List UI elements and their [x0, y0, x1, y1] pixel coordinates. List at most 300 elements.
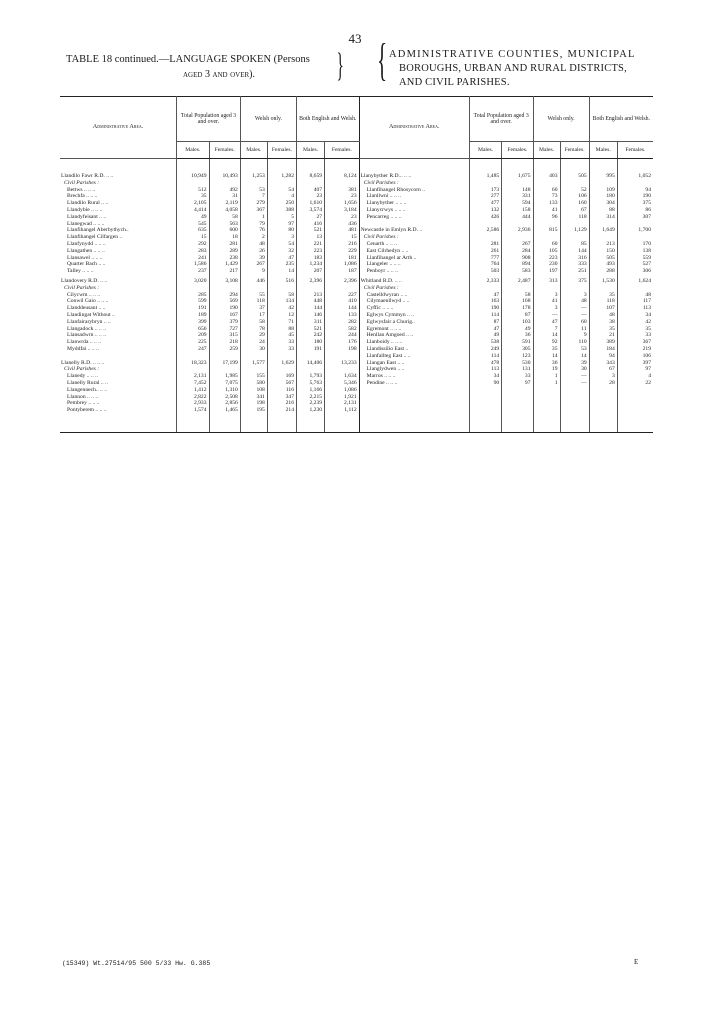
value-cell: 223: [297, 248, 325, 255]
value-cell: 190: [469, 305, 501, 312]
spacer-cell: [589, 414, 617, 433]
value-cell: 180: [589, 193, 617, 200]
area-name: Bettws .. .. ..: [60, 187, 177, 194]
area-name: Llanfallteg East .. ..: [359, 353, 469, 360]
header-area-left: Administrative Area.: [60, 97, 177, 159]
value-cell: 36: [533, 360, 560, 367]
value-cell: 168: [502, 298, 533, 305]
value-cell: 49: [502, 326, 533, 333]
value-cell: 1: [533, 380, 560, 387]
value-cell: 39: [560, 360, 589, 367]
value-cell: 170: [642, 241, 651, 248]
value-cell: 67: [560, 207, 589, 214]
value-cell: 567: [267, 380, 296, 387]
value-cell: 29: [240, 332, 267, 339]
value-cell: 36: [502, 332, 533, 339]
value-cell: [469, 387, 501, 394]
value-cell: 289: [209, 248, 240, 255]
value-cell: [469, 394, 501, 401]
value-cell: 94: [645, 186, 651, 193]
value-cell: [589, 400, 617, 407]
value-cell: 3,108: [209, 278, 240, 285]
value-cell: 388: [267, 207, 296, 214]
area-name: Llannon .. .. ..: [60, 394, 177, 401]
spacer-cell: [209, 414, 240, 433]
value-cell: [533, 221, 560, 228]
area-name: Talley .. .. ..: [60, 268, 177, 275]
value-cell: 26: [240, 248, 267, 255]
value-cell: 190: [209, 305, 240, 312]
value-cell: 341: [240, 394, 267, 401]
value-cell: 416: [297, 221, 325, 228]
value-cell: 410: [325, 298, 360, 305]
value-cell: 14,406: [297, 360, 325, 367]
value-cell: 343: [589, 360, 617, 367]
spacer-cell: [533, 159, 560, 174]
area-name: Llanllwni .. .. ..: [359, 193, 469, 200]
value-cell: 1,793: [297, 373, 325, 380]
area-name: Egremont .. .. ..: [359, 326, 469, 333]
value-cell: [560, 407, 589, 414]
value-cell: 656: [177, 326, 209, 333]
spacer-cell: [60, 414, 177, 433]
value-cell: 1,166: [297, 387, 325, 394]
area-name: Civil Parishes :: [60, 180, 177, 187]
value-cell: 283: [177, 248, 209, 255]
value-cell: 908: [502, 255, 533, 262]
table-row: [60, 207, 653, 214]
value-cell: [589, 234, 617, 241]
area-name: Llandilo Rural .. ..: [60, 200, 177, 207]
value-cell: [502, 180, 533, 187]
value-cell: 267: [502, 241, 533, 248]
area-name: Myddfai .. .. ..: [60, 346, 177, 353]
table-row: [60, 360, 653, 367]
value-cell: [589, 285, 617, 292]
value-cell: 288: [589, 268, 617, 275]
value-cell: 163: [469, 298, 501, 305]
value-cell: [560, 221, 589, 228]
value-cell: 58: [502, 292, 533, 299]
value-cell: 60: [560, 319, 589, 326]
table-row: [60, 180, 653, 187]
value-cell: 21: [589, 332, 617, 339]
value-cell: 60: [533, 187, 560, 194]
table-row: [60, 159, 653, 174]
value-cell: 14: [267, 268, 296, 275]
spacer-cell: [533, 414, 560, 433]
value-cell: [617, 180, 653, 187]
value-cell: 311: [297, 319, 325, 326]
signature-mark: E: [634, 958, 639, 966]
header-total-left: Total Population aged 3 and over.: [177, 97, 241, 142]
table-row: [60, 241, 653, 248]
area-name: Whitland R.D. .. ..: [359, 278, 469, 285]
header-area-right: Administrative Area.: [359, 97, 469, 159]
value-cell: 109: [589, 187, 617, 194]
spacer-cell: [560, 414, 589, 433]
area-name: Llangennech.. .. ..: [60, 387, 177, 394]
value-cell: [617, 285, 653, 292]
value-cell: [209, 180, 240, 187]
area-name: [359, 394, 469, 401]
value-cell: 32: [267, 248, 296, 255]
value-cell: 1,586: [177, 261, 209, 268]
value-cell: 512: [177, 187, 209, 194]
area-name: Conwil Gaio .. .. ..: [60, 298, 177, 305]
value-cell: 1,253: [240, 173, 267, 180]
value-cell: 35: [533, 346, 560, 353]
value-cell: 1,624: [638, 278, 651, 284]
value-cell: 34: [469, 373, 501, 380]
value-cell: 1,634: [325, 373, 360, 380]
area-name: [359, 221, 469, 228]
value-cell: 41: [533, 298, 560, 305]
area-name: [359, 407, 469, 414]
spacer-cell: [589, 159, 617, 174]
value-cell: 2,487: [502, 278, 533, 285]
value-cell: 160: [560, 200, 589, 207]
value-cell: [209, 353, 240, 360]
header-welsh-right: Welsh only.: [533, 97, 589, 142]
value-cell: 9: [240, 268, 267, 275]
spacer-cell: [297, 159, 325, 174]
value-cell: 777: [469, 255, 501, 262]
value-cell: 292: [177, 241, 209, 248]
value-cell: [177, 285, 209, 292]
value-cell: 48: [589, 312, 617, 319]
value-cell: [533, 180, 560, 187]
value-cell: [325, 353, 360, 360]
value-cell: 333: [560, 261, 589, 268]
table-title-line1: TABLE 18 continued.—LANGUAGE SPOKEN (Persons: [66, 54, 310, 65]
spacer-cell: [325, 159, 360, 174]
value-cell: 15: [177, 234, 209, 241]
value-cell: [297, 353, 325, 360]
value-cell: 31: [209, 193, 240, 200]
value-cell: 48: [240, 241, 267, 248]
value-cell: 2,119: [209, 200, 240, 207]
value-cell: 118: [589, 298, 617, 305]
value-cell: 85: [560, 241, 589, 248]
value-cell: 367: [642, 339, 651, 346]
value-cell: [560, 234, 589, 241]
value-cell: 2,396: [325, 278, 360, 285]
table-body: [60, 159, 653, 433]
value-cell: 1,649: [589, 227, 617, 234]
value-cell: [325, 180, 360, 187]
area-name: Llandingat Without ..: [60, 312, 177, 319]
value-cell: 2,508: [209, 394, 240, 401]
value-cell: 505: [589, 255, 617, 262]
value-cell: 92: [533, 339, 560, 346]
value-cell: 18: [209, 234, 240, 241]
table-row: [60, 387, 653, 394]
value-cell: [533, 387, 560, 394]
value-cell: 367: [240, 207, 267, 214]
value-cell: 580: [240, 380, 267, 387]
area-name: Cenarth .. .. ..: [359, 241, 469, 248]
value-cell: 7,452: [177, 380, 209, 387]
area-name: Eglwysfair a Churig..: [359, 319, 469, 326]
value-cell: 118: [560, 214, 589, 221]
value-cell: 241: [177, 255, 209, 262]
value-cell: 1,052: [638, 173, 651, 180]
value-cell: 33: [502, 373, 533, 380]
area-name: Llanycrwys .. .. ..: [359, 207, 469, 214]
value-cell: [502, 400, 533, 407]
area-name: Llanelly R.D. .. .. ..: [60, 360, 177, 367]
area-title-line3: AND CIVIL PARISHES.: [399, 77, 510, 88]
area-name: Llangan East .. ..: [359, 360, 469, 367]
spacer-cell: [469, 159, 501, 174]
value-cell: [502, 387, 533, 394]
value-cell: 2,933: [177, 400, 209, 407]
value-cell: [502, 221, 533, 228]
table-row: [60, 400, 653, 407]
value-cell: 54: [267, 187, 296, 194]
value-cell: 23: [325, 214, 360, 221]
value-cell: 17: [240, 312, 267, 319]
area-name: Cilycwm .. .. ..: [60, 292, 177, 299]
value-cell: 10,493: [209, 173, 240, 180]
value-cell: 314: [589, 214, 617, 221]
value-cell: [297, 366, 325, 373]
table-row: [60, 305, 653, 312]
area-name: Brechfa .. .. ..: [60, 193, 177, 200]
value-cell: 1,086: [325, 387, 360, 394]
table-row: [60, 319, 653, 326]
table-row: [60, 173, 653, 180]
value-cell: 73: [533, 193, 560, 200]
value-cell: 183: [297, 255, 325, 262]
value-cell: 4,414: [177, 207, 209, 214]
area-name: Llanfairarybryn .. ..: [60, 319, 177, 326]
value-cell: 144: [297, 305, 325, 312]
table-title-line2: aged 3 and over).: [183, 69, 255, 80]
value-cell: 47: [469, 326, 501, 333]
value-cell: [502, 285, 533, 292]
value-cell: [469, 180, 501, 187]
value-cell: 53: [240, 187, 267, 194]
value-cell: 1,656: [325, 200, 360, 207]
value-cell: 492: [209, 187, 240, 194]
value-cell: 10,949: [177, 173, 209, 180]
value-cell: 158: [502, 207, 533, 214]
value-cell: 106: [560, 193, 589, 200]
value-cell: 35: [589, 292, 617, 299]
value-cell: 15: [325, 234, 360, 241]
area-name: Llanelly Rural .. ..: [60, 380, 177, 387]
value-cell: 55: [240, 292, 267, 299]
value-cell: 30: [240, 346, 267, 353]
value-cell: 815: [533, 227, 560, 234]
value-cell: 8,659: [297, 173, 325, 180]
value-cell: 113: [469, 366, 501, 373]
value-cell: 727: [209, 326, 240, 333]
value-cell: 14: [560, 353, 589, 360]
value-cell: [267, 285, 296, 292]
value-cell: 207: [297, 268, 325, 275]
value-cell: [589, 221, 617, 228]
area-name: Llangeler .. .. ..: [359, 261, 469, 268]
value-cell: [533, 285, 560, 292]
value-cell: 223: [533, 255, 560, 262]
area-name: Marros .. .. ..: [359, 373, 469, 380]
value-cell: 3: [533, 305, 560, 312]
area-name: Penboyr .. .. ..: [359, 268, 469, 275]
value-cell: 764: [469, 261, 501, 268]
value-cell: 197: [533, 268, 560, 275]
value-cell: 71: [267, 319, 296, 326]
value-cell: 47: [533, 319, 560, 326]
value-cell: 1,129: [560, 227, 589, 234]
value-cell: 76: [240, 227, 267, 234]
value-cell: [560, 400, 589, 407]
value-cell: 218: [209, 339, 240, 346]
value-cell: 144: [560, 248, 589, 255]
value-cell: [469, 285, 501, 292]
value-cell: [325, 366, 360, 373]
table-row: [60, 339, 653, 346]
area-title-line2: BOROUGHS, URBAN AND RURAL DISTRICTS,: [399, 63, 627, 74]
value-cell: 33: [267, 346, 296, 353]
value-cell: [589, 387, 617, 394]
header-females: Females.: [502, 142, 533, 159]
area-name: Newcastle in Emlyn R.D. ..: [359, 227, 469, 234]
value-cell: 96: [533, 214, 560, 221]
value-cell: 284: [502, 248, 533, 255]
table-row: [60, 285, 653, 292]
value-cell: [617, 234, 653, 241]
value-cell: [267, 366, 296, 373]
value-cell: [502, 234, 533, 241]
value-cell: 184: [589, 346, 617, 353]
header-females: Females.: [267, 142, 296, 159]
value-cell: 49: [177, 214, 209, 221]
spacer-cell: [502, 414, 533, 433]
value-cell: 569: [209, 298, 240, 305]
value-cell: 527: [642, 261, 651, 268]
value-cell: 1,574: [177, 407, 209, 414]
value-cell: 7: [533, 326, 560, 333]
value-cell: 80: [267, 227, 296, 234]
value-cell: 78: [240, 326, 267, 333]
value-cell: 403: [533, 173, 560, 180]
value-cell: 221: [297, 241, 325, 248]
value-cell: 213: [297, 292, 325, 299]
value-cell: 227: [325, 292, 360, 299]
value-cell: 14: [533, 353, 560, 360]
value-cell: 559: [642, 254, 651, 261]
table-row: [60, 187, 653, 194]
area-name: Llanfihangel Aberbythych..: [60, 227, 177, 234]
value-cell: 237: [177, 268, 209, 275]
value-cell: 3,184: [325, 207, 360, 214]
value-cell: [617, 221, 653, 228]
value-cell: 1: [533, 373, 560, 380]
value-cell: 481: [325, 227, 360, 234]
value-cell: 191: [297, 346, 325, 353]
spacer-cell: [60, 159, 177, 174]
header-females: Females.: [209, 142, 240, 159]
table-row: [60, 326, 653, 333]
value-cell: 331: [502, 193, 533, 200]
spacer-cell: [469, 414, 501, 433]
area-name: Civil Parishes :: [60, 366, 177, 373]
value-cell: 2,333: [469, 278, 501, 285]
spacer-cell: [209, 159, 240, 174]
value-cell: 11: [560, 326, 589, 333]
value-cell: 563: [209, 221, 240, 228]
area-name: Pencarreg .. .. ..: [359, 214, 469, 221]
value-cell: 446: [240, 278, 267, 285]
value-cell: 2,215: [297, 394, 325, 401]
header-both-left: Both English and Welsh.: [297, 97, 360, 142]
value-cell: 306: [642, 268, 651, 275]
value-cell: [325, 285, 360, 292]
value-cell: 599: [177, 298, 209, 305]
spacer-cell: [359, 159, 469, 174]
value-cell: —: [533, 312, 560, 319]
value-cell: 27: [297, 214, 325, 221]
area-name: Llandybie .. .. ..: [60, 207, 177, 214]
header-males: Males.: [177, 142, 209, 159]
value-cell: 1,086: [325, 261, 360, 268]
value-cell: [617, 387, 653, 394]
value-cell: 583: [502, 268, 533, 275]
area-name: Llanegwad .. .. ..: [60, 221, 177, 228]
value-cell: 123: [502, 353, 533, 360]
language-table: [60, 96, 653, 433]
value-cell: 591: [502, 339, 533, 346]
value-cell: 582: [325, 326, 360, 333]
value-cell: 375: [560, 278, 589, 285]
value-cell: [469, 407, 501, 414]
value-cell: 477: [469, 200, 501, 207]
value-cell: 259: [209, 346, 240, 353]
area-name: Llanfihangel Cilfargen ..: [60, 234, 177, 241]
value-cell: [560, 394, 589, 401]
value-cell: 180: [297, 339, 325, 346]
value-cell: 217: [209, 268, 240, 275]
value-cell: 277: [469, 193, 501, 200]
table-title: [66, 52, 366, 82]
value-cell: 138: [642, 247, 651, 254]
header-welsh-left: Welsh only.: [240, 97, 296, 142]
value-cell: 198: [325, 346, 360, 353]
area-name: [60, 353, 177, 360]
spacer-cell: [297, 414, 325, 433]
value-cell: 244: [325, 332, 360, 339]
area-name: Civil Parishes :: [359, 285, 469, 292]
spacer-cell: [359, 414, 469, 433]
area-name: [359, 400, 469, 407]
area-name: Llanfynydd .. .. ..: [60, 241, 177, 248]
value-cell: 250: [267, 200, 296, 207]
area-name: Llanybyther .. .. ..: [359, 200, 469, 207]
value-cell: 282: [325, 319, 360, 326]
value-cell: [533, 394, 560, 401]
value-cell: 305: [502, 346, 533, 353]
value-cell: 3: [589, 373, 617, 380]
page-number: 43: [348, 31, 362, 46]
area-name: Llanybyther R.D... .. ..: [359, 173, 469, 180]
value-cell: 399: [177, 319, 209, 326]
value-cell: 108: [240, 387, 267, 394]
value-cell: 2,131: [325, 400, 360, 407]
value-cell: 219: [642, 345, 651, 352]
